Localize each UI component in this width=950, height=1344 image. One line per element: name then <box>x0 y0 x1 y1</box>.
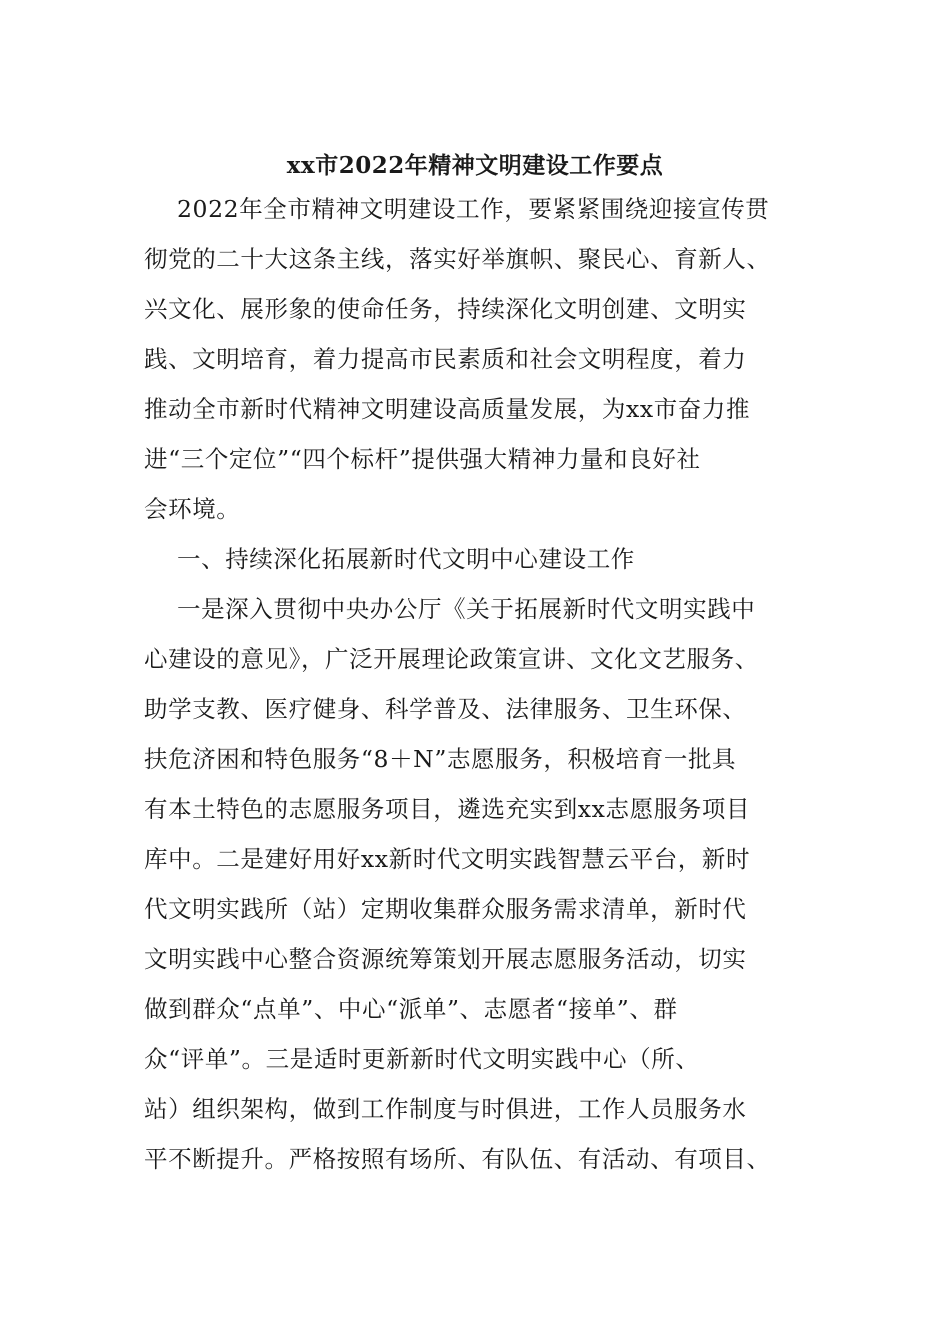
paragraph-line: 彻党的二十大这条主线，落实好举旗帜、聚民心、育新人、 <box>144 245 771 273</box>
paragraph-line: 众“评单”。三是适时更新新时代文明实践中心（所、 <box>144 1045 700 1073</box>
paragraph-line: 会环境。 <box>144 495 241 523</box>
paragraph-line: 文明实践中心整合资源统筹策划开展志愿服务活动，切实 <box>144 945 747 973</box>
paragraph-line: 2022年全市精神文明建设工作，要紧紧围绕迎接宣传贯 <box>177 195 770 223</box>
paragraph-line: 推动全市新时代精神文明建设高质量发展，为xx市奋力推 <box>144 395 751 423</box>
paragraph-line: 库中。二是建好用好xx新时代文明实践智慧云平台，新时 <box>144 845 751 873</box>
paragraph-line: 兴文化、展形象的使命任务，持续深化文明创建、文明实 <box>144 295 747 323</box>
paragraph-line: 一是深入贯彻中央办公厅《关于拓展新时代文明实践中 <box>177 595 756 623</box>
section-heading: 一、持续深化拓展新时代文明中心建设工作 <box>177 545 635 573</box>
document-title: xx市2022年精神文明建设工作要点 <box>286 152 664 179</box>
paragraph-line: 平不断提升。严格按照有场所、有队伍、有活动、有项目、 <box>144 1145 771 1173</box>
paragraph-line: 代文明实践所（站）定期收集群众服务需求清单，新时代 <box>144 895 747 923</box>
paragraph-line: 有本土特色的志愿服务项目，遴选充实到xx志愿服务项目 <box>144 795 751 823</box>
paragraph-line: 做到群众“点单”、中心“派单”、志愿者“接单”、群 <box>144 995 678 1023</box>
paragraph-line: 进“三个定位”“四个标杆”提供强大精神力量和良好社 <box>144 445 701 473</box>
paragraph-line: 践、文明培育，着力提高市民素质和社会文明程度，着力 <box>144 345 747 373</box>
paragraph-line: 扶危济困和特色服务“8＋N”志愿服务，积极培育一批具 <box>144 745 737 773</box>
paragraph-line: 站）组织架构，做到工作制度与时俱进，工作人员服务水 <box>144 1095 747 1123</box>
paragraph-line: 助学支教、医疗健身、科学普及、法律服务、卫生环保、 <box>144 695 747 723</box>
paragraph-line: 心建设的意见》，广泛开展理论政策宣讲、文化文艺服务、 <box>144 645 759 673</box>
